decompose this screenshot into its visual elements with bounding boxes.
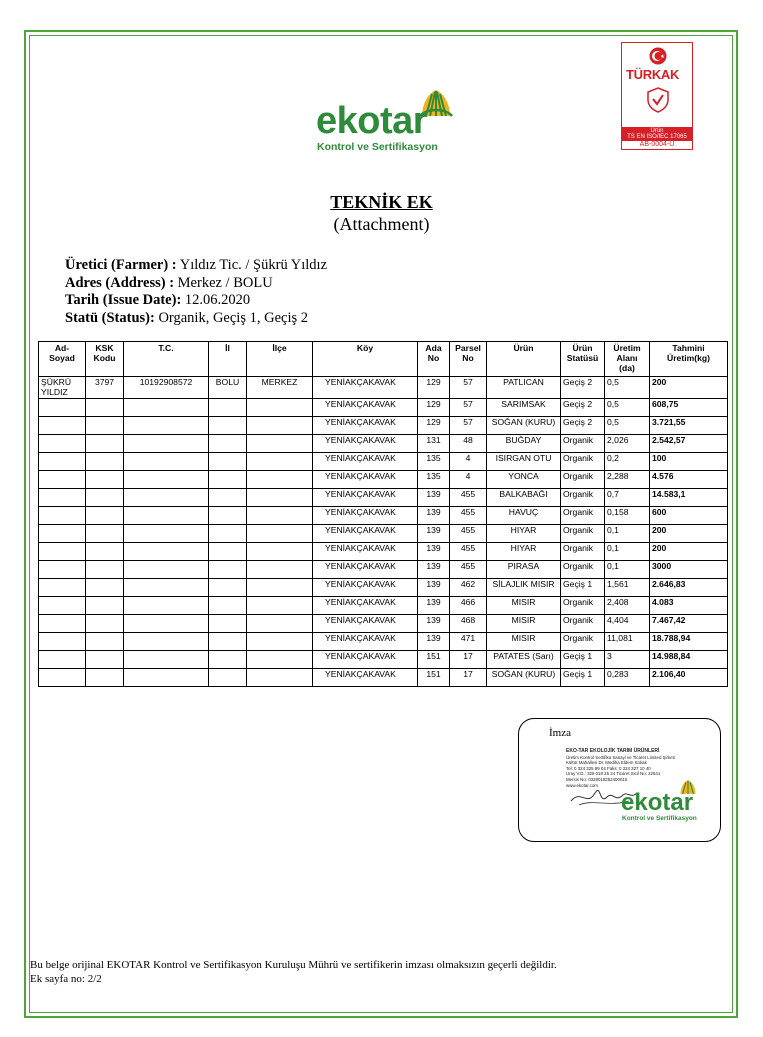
table-cell <box>209 453 247 471</box>
table-cell <box>39 669 86 687</box>
farmer-line: Üretici (Farmer) : Yıldız Tic. / Şükrü Yıldız <box>65 257 328 273</box>
table-cell: Geçiş 2 <box>561 377 605 399</box>
table-cell <box>124 597 209 615</box>
table-cell: 139 <box>418 507 450 525</box>
table-cell: MISIR <box>487 633 561 651</box>
table-cell <box>124 669 209 687</box>
table-cell <box>86 561 124 579</box>
table-cell <box>86 525 124 543</box>
table-cell: Geçiş 1 <box>561 579 605 597</box>
table-cell: 455 <box>450 525 487 543</box>
table-row <box>39 453 728 471</box>
stamp-line: EKO-TAR EKOLOJİK TARIM ÜRÜNLERİ <box>566 748 660 754</box>
table-cell: 139 <box>418 543 450 561</box>
table-row <box>39 669 728 687</box>
table-cell <box>86 399 124 417</box>
table-cell <box>247 525 313 543</box>
table-row <box>39 651 728 669</box>
table-cell: 10192908572 <box>124 377 209 399</box>
footer-note <box>30 958 557 986</box>
table-cell: SİLAJLIK MISIR <box>487 579 561 597</box>
table-cell: 0,158 <box>605 507 650 525</box>
turkak-accreditation-mark <box>621 42 693 148</box>
table-cell <box>124 525 209 543</box>
table-cell: YONCA <box>487 471 561 489</box>
table-cell: 1,561 <box>605 579 650 597</box>
table-cell: YENİAKÇAKAVAK <box>313 417 418 435</box>
table-cell <box>209 525 247 543</box>
table-cell: Organik <box>561 525 605 543</box>
table-cell <box>209 489 247 507</box>
table-cell <box>86 579 124 597</box>
table-cell: 4.083 <box>650 597 728 615</box>
table-cell <box>209 579 247 597</box>
table-cell: BOLU <box>209 377 247 399</box>
table-cell: 151 <box>418 669 450 687</box>
table-cell <box>209 651 247 669</box>
table-cell: 455 <box>450 489 487 507</box>
table-row <box>39 615 728 633</box>
table-cell <box>209 417 247 435</box>
crescent-star-icon <box>649 47 667 65</box>
table-cell: 600 <box>650 507 728 525</box>
table-cell: 57 <box>450 377 487 399</box>
table-cell: 2.542,57 <box>650 435 728 453</box>
table-cell <box>86 543 124 561</box>
table-cell <box>209 669 247 687</box>
stamp-line: Tel: 0 324 325 99 04 Faks: 0 324 327 10 40 <box>566 765 651 771</box>
table-row <box>39 377 728 399</box>
table-cell <box>247 453 313 471</box>
check-shield-icon <box>646 87 670 113</box>
table-cell: 4 <box>450 471 487 489</box>
table-cell <box>209 597 247 615</box>
table-cell <box>86 417 124 435</box>
table-cell: YENİAKÇAKAVAK <box>313 669 418 687</box>
table-cell <box>247 615 313 633</box>
table-cell <box>86 489 124 507</box>
table-cell <box>247 669 313 687</box>
table-cell: Organik <box>561 507 605 525</box>
table-cell: 135 <box>418 453 450 471</box>
table-cell: 2,026 <box>605 435 650 453</box>
table-cell <box>39 561 86 579</box>
table-row <box>39 633 728 651</box>
table-cell: 200 <box>650 525 728 543</box>
table-cell <box>247 633 313 651</box>
table-cell <box>86 453 124 471</box>
table-cell <box>209 435 247 453</box>
table-cell: Organik <box>561 543 605 561</box>
table-row <box>39 561 728 579</box>
table-cell <box>39 453 86 471</box>
table-cell: YENİAKÇAKAVAK <box>313 507 418 525</box>
table-cell: Organik <box>561 435 605 453</box>
table-row <box>39 543 728 561</box>
table-cell: 0,2 <box>605 453 650 471</box>
logo-word: ekotar <box>316 100 428 142</box>
table-cell: YENİAKÇAKAVAK <box>313 651 418 669</box>
table-cell: Organik <box>561 597 605 615</box>
table-cell: YENİAKÇAKAVAK <box>313 377 418 399</box>
table-cell: 151 <box>418 651 450 669</box>
table-cell: MISIR <box>487 597 561 615</box>
table-cell: 48 <box>450 435 487 453</box>
table-cell: 4,404 <box>605 615 650 633</box>
table-cell <box>247 543 313 561</box>
table-cell <box>209 633 247 651</box>
table-cell: 139 <box>418 633 450 651</box>
table-cell <box>39 507 86 525</box>
product-table <box>38 341 728 687</box>
table-cell: YENİAKÇAKAVAK <box>313 615 418 633</box>
table-cell: Organik <box>561 633 605 651</box>
table-cell: Organik <box>561 471 605 489</box>
table-cell <box>124 435 209 453</box>
table-cell <box>39 543 86 561</box>
table-row <box>39 489 728 507</box>
table-cell: 17 <box>450 669 487 687</box>
validity-note: Bu belge orijinal EKOTAR Kontrol ve Sertifikasyon Kuruluşu Mührü ve sertifikerin imzası olmaksızın geçerli değildir. <box>30 959 557 971</box>
table-cell: 14.583,1 <box>650 489 728 507</box>
logo-subtitle: Kontrol ve Sertifikasyon <box>317 141 438 153</box>
table-cell <box>39 651 86 669</box>
table-cell <box>209 471 247 489</box>
table-cell <box>86 669 124 687</box>
table-cell: 4 <box>450 453 487 471</box>
table-cell: Organik <box>561 453 605 471</box>
table-cell: 462 <box>450 579 487 597</box>
table-row <box>39 435 728 453</box>
table-cell: YENİAKÇAKAVAK <box>313 489 418 507</box>
table-cell <box>124 453 209 471</box>
table-cell: BALKABAĞI <box>487 489 561 507</box>
table-cell: PATATES (Sarı) <box>487 651 561 669</box>
table-row <box>39 399 728 417</box>
column-header: Parsel No <box>450 342 487 377</box>
table-cell <box>209 399 247 417</box>
table-cell: YENİAKÇAKAVAK <box>313 543 418 561</box>
table-cell: Geçiş 1 <box>561 669 605 687</box>
table-cell: 139 <box>418 489 450 507</box>
stamp-line: Üretim Kontrol Sertifika Sanayi ve Ticaret Limited Şirketi <box>566 754 675 760</box>
table-cell <box>39 597 86 615</box>
table-cell <box>39 579 86 597</box>
table-cell: Organik <box>561 615 605 633</box>
stamp-line: Kültür Mahallesi Dr. Mediha Eldem Sokak <box>566 760 647 766</box>
table-cell <box>247 579 313 597</box>
table-cell: 608,75 <box>650 399 728 417</box>
table-cell: 129 <box>418 417 450 435</box>
table-cell: 17 <box>450 651 487 669</box>
table-cell: YENİAKÇAKAVAK <box>313 435 418 453</box>
table-cell <box>39 417 86 435</box>
stamp-logo-subtitle: Kontrol ve Sertifikasyon <box>622 815 697 822</box>
column-header: Tahmini Üretim(kg) <box>650 342 728 377</box>
table-cell <box>39 615 86 633</box>
table-cell <box>247 435 313 453</box>
table-cell <box>247 489 313 507</box>
table-cell: 14.988,84 <box>650 651 728 669</box>
table-cell: 2,408 <box>605 597 650 615</box>
table-cell: 139 <box>418 561 450 579</box>
ekotar-logo <box>316 88 461 158</box>
table-cell: 466 <box>450 597 487 615</box>
turkak-standard: Ürün TS EN ISO/IEC 17065 <box>621 128 693 140</box>
table-cell <box>86 651 124 669</box>
table-cell <box>86 633 124 651</box>
table-cell: HIYAR <box>487 525 561 543</box>
table-cell: Organik <box>561 561 605 579</box>
table-cell <box>124 417 209 435</box>
table-cell <box>86 507 124 525</box>
table-cell: 471 <box>450 633 487 651</box>
table-cell <box>124 543 209 561</box>
table-cell <box>124 471 209 489</box>
table-cell: 2.106,40 <box>650 669 728 687</box>
table-cell: 129 <box>418 399 450 417</box>
table-cell: PATLICAN <box>487 377 561 399</box>
table-cell <box>124 633 209 651</box>
column-header: Ada No <box>418 342 450 377</box>
table-cell: 139 <box>418 525 450 543</box>
table-cell <box>86 597 124 615</box>
table-cell: 0,1 <box>605 525 650 543</box>
table-header-row <box>39 342 728 377</box>
table-cell <box>209 615 247 633</box>
page-number: Ek sayfa no: 2/2 <box>30 973 102 985</box>
table-row <box>39 579 728 597</box>
column-header: Ürün <box>487 342 561 377</box>
table-cell <box>124 561 209 579</box>
table-cell: ŞÜKRÜ YILDIZ <box>39 377 86 399</box>
table-cell: 0,1 <box>605 561 650 579</box>
table-cell <box>124 615 209 633</box>
table-cell: 3.721,55 <box>650 417 728 435</box>
table-cell <box>247 417 313 435</box>
table-cell: MERKEZ <box>247 377 313 399</box>
table-cell <box>39 435 86 453</box>
table-cell: Geçiş 1 <box>561 651 605 669</box>
table-cell: 2.646,83 <box>650 579 728 597</box>
table-row <box>39 507 728 525</box>
producer-info <box>65 257 327 327</box>
date-line: Tarih (Issue Date): 12.06.2020 <box>65 292 251 308</box>
column-header: Ürün Statüsü <box>561 342 605 377</box>
table-cell: ISIRGAN OTU <box>487 453 561 471</box>
table-row <box>39 597 728 615</box>
turkak-code: AB-0004-U <box>621 140 693 150</box>
table-cell: 3797 <box>86 377 124 399</box>
table-cell: 0,283 <box>605 669 650 687</box>
table-cell: SOĞAN (KURU) <box>487 417 561 435</box>
table-cell: 455 <box>450 507 487 525</box>
column-header: İlçe <box>247 342 313 377</box>
table-cell <box>124 579 209 597</box>
table-cell: 7.467,42 <box>650 615 728 633</box>
table-cell: 135 <box>418 471 450 489</box>
table-cell: 200 <box>650 377 728 399</box>
table-cell: 129 <box>418 377 450 399</box>
table-cell: 3 <box>605 651 650 669</box>
table-cell: 455 <box>450 561 487 579</box>
table-cell: HAVUÇ <box>487 507 561 525</box>
page-subtitle: (Attachment) <box>333 214 430 234</box>
table-cell: YENİAKÇAKAVAK <box>313 525 418 543</box>
column-header: T.C. <box>124 342 209 377</box>
table-cell: 57 <box>450 417 487 435</box>
table-cell <box>39 399 86 417</box>
table-cell <box>247 651 313 669</box>
table-row <box>39 471 728 489</box>
turkak-word: TÜRKAK <box>626 67 680 82</box>
table-cell <box>247 471 313 489</box>
table-cell: 468 <box>450 615 487 633</box>
table-row <box>39 417 728 435</box>
table-cell <box>39 525 86 543</box>
table-cell <box>124 651 209 669</box>
table-row <box>39 525 728 543</box>
column-header: Üretim Alanı (da) <box>605 342 650 377</box>
table-cell: YENİAKÇAKAVAK <box>313 399 418 417</box>
table-cell <box>247 399 313 417</box>
table-cell: 139 <box>418 597 450 615</box>
page-title: TEKNİK EK <box>330 192 433 212</box>
table-cell: YENİAKÇAKAVAK <box>313 633 418 651</box>
table-cell: YENİAKÇAKAVAK <box>313 471 418 489</box>
address-line: Adres (Address) : Merkez / BOLU <box>65 274 273 291</box>
table-cell: Geçiş 2 <box>561 399 605 417</box>
table-cell: YENİAKÇAKAVAK <box>313 453 418 471</box>
table-cell: 100 <box>650 453 728 471</box>
table-cell <box>209 543 247 561</box>
column-header: KSK Kodu <box>86 342 124 377</box>
table-cell: HIYAR <box>487 543 561 561</box>
table-cell <box>86 615 124 633</box>
table-cell <box>86 435 124 453</box>
table-cell <box>124 489 209 507</box>
table-cell <box>209 561 247 579</box>
table-cell <box>247 561 313 579</box>
table-cell <box>247 597 313 615</box>
table-cell: 0,5 <box>605 377 650 399</box>
stamp-line: Uray V.D.: 328 018 25 24 Ticaret Sicil No: 22541 <box>566 771 661 777</box>
table-cell <box>39 489 86 507</box>
table-cell: Geçiş 2 <box>561 417 605 435</box>
status-line: Statü (Status): Organik, Geçiş 1, Geçiş 2 <box>65 309 308 326</box>
table-cell: YENİAKÇAKAVAK <box>313 597 418 615</box>
table-cell: 139 <box>418 579 450 597</box>
signature-stamp-box <box>518 718 721 842</box>
table-cell: 0,1 <box>605 543 650 561</box>
table-cell: 57 <box>450 399 487 417</box>
table-cell: Organik <box>561 489 605 507</box>
table-cell: YENİAKÇAKAVAK <box>313 579 418 597</box>
table-cell: YENİAKÇAKAVAK <box>313 561 418 579</box>
signature-label: İmza <box>549 727 571 739</box>
table-cell: 200 <box>650 543 728 561</box>
column-header: Köy <box>313 342 418 377</box>
table-cell: 4.576 <box>650 471 728 489</box>
column-header: İl <box>209 342 247 377</box>
table-cell: 11,081 <box>605 633 650 651</box>
table-cell: SOĞAN (KURU) <box>487 669 561 687</box>
table-cell: PIRASA <box>487 561 561 579</box>
table-cell <box>124 507 209 525</box>
stamp-line: Mersis No: 0328018252400015 <box>566 776 628 782</box>
table-cell: 0,7 <box>605 489 650 507</box>
table-cell: BUĞDAY <box>487 435 561 453</box>
table-cell: MISIR <box>487 615 561 633</box>
table-cell: 0,5 <box>605 417 650 435</box>
stamp-logo-word: ekotar <box>621 789 694 816</box>
table-cell: 131 <box>418 435 450 453</box>
table-cell <box>86 471 124 489</box>
table-cell: SARIMSAK <box>487 399 561 417</box>
table-cell: 3000 <box>650 561 728 579</box>
table-cell: 2,288 <box>605 471 650 489</box>
table-cell <box>39 471 86 489</box>
table-cell <box>209 507 247 525</box>
table-cell: 0,5 <box>605 399 650 417</box>
table-cell <box>124 399 209 417</box>
table-cell: 139 <box>418 615 450 633</box>
column-header: Ad- Soyad <box>39 342 86 377</box>
stamp-line: www.ekotar.com <box>566 782 598 788</box>
table-cell <box>39 633 86 651</box>
table-cell: 18.788,94 <box>650 633 728 651</box>
table-cell: 455 <box>450 543 487 561</box>
table-cell <box>247 507 313 525</box>
